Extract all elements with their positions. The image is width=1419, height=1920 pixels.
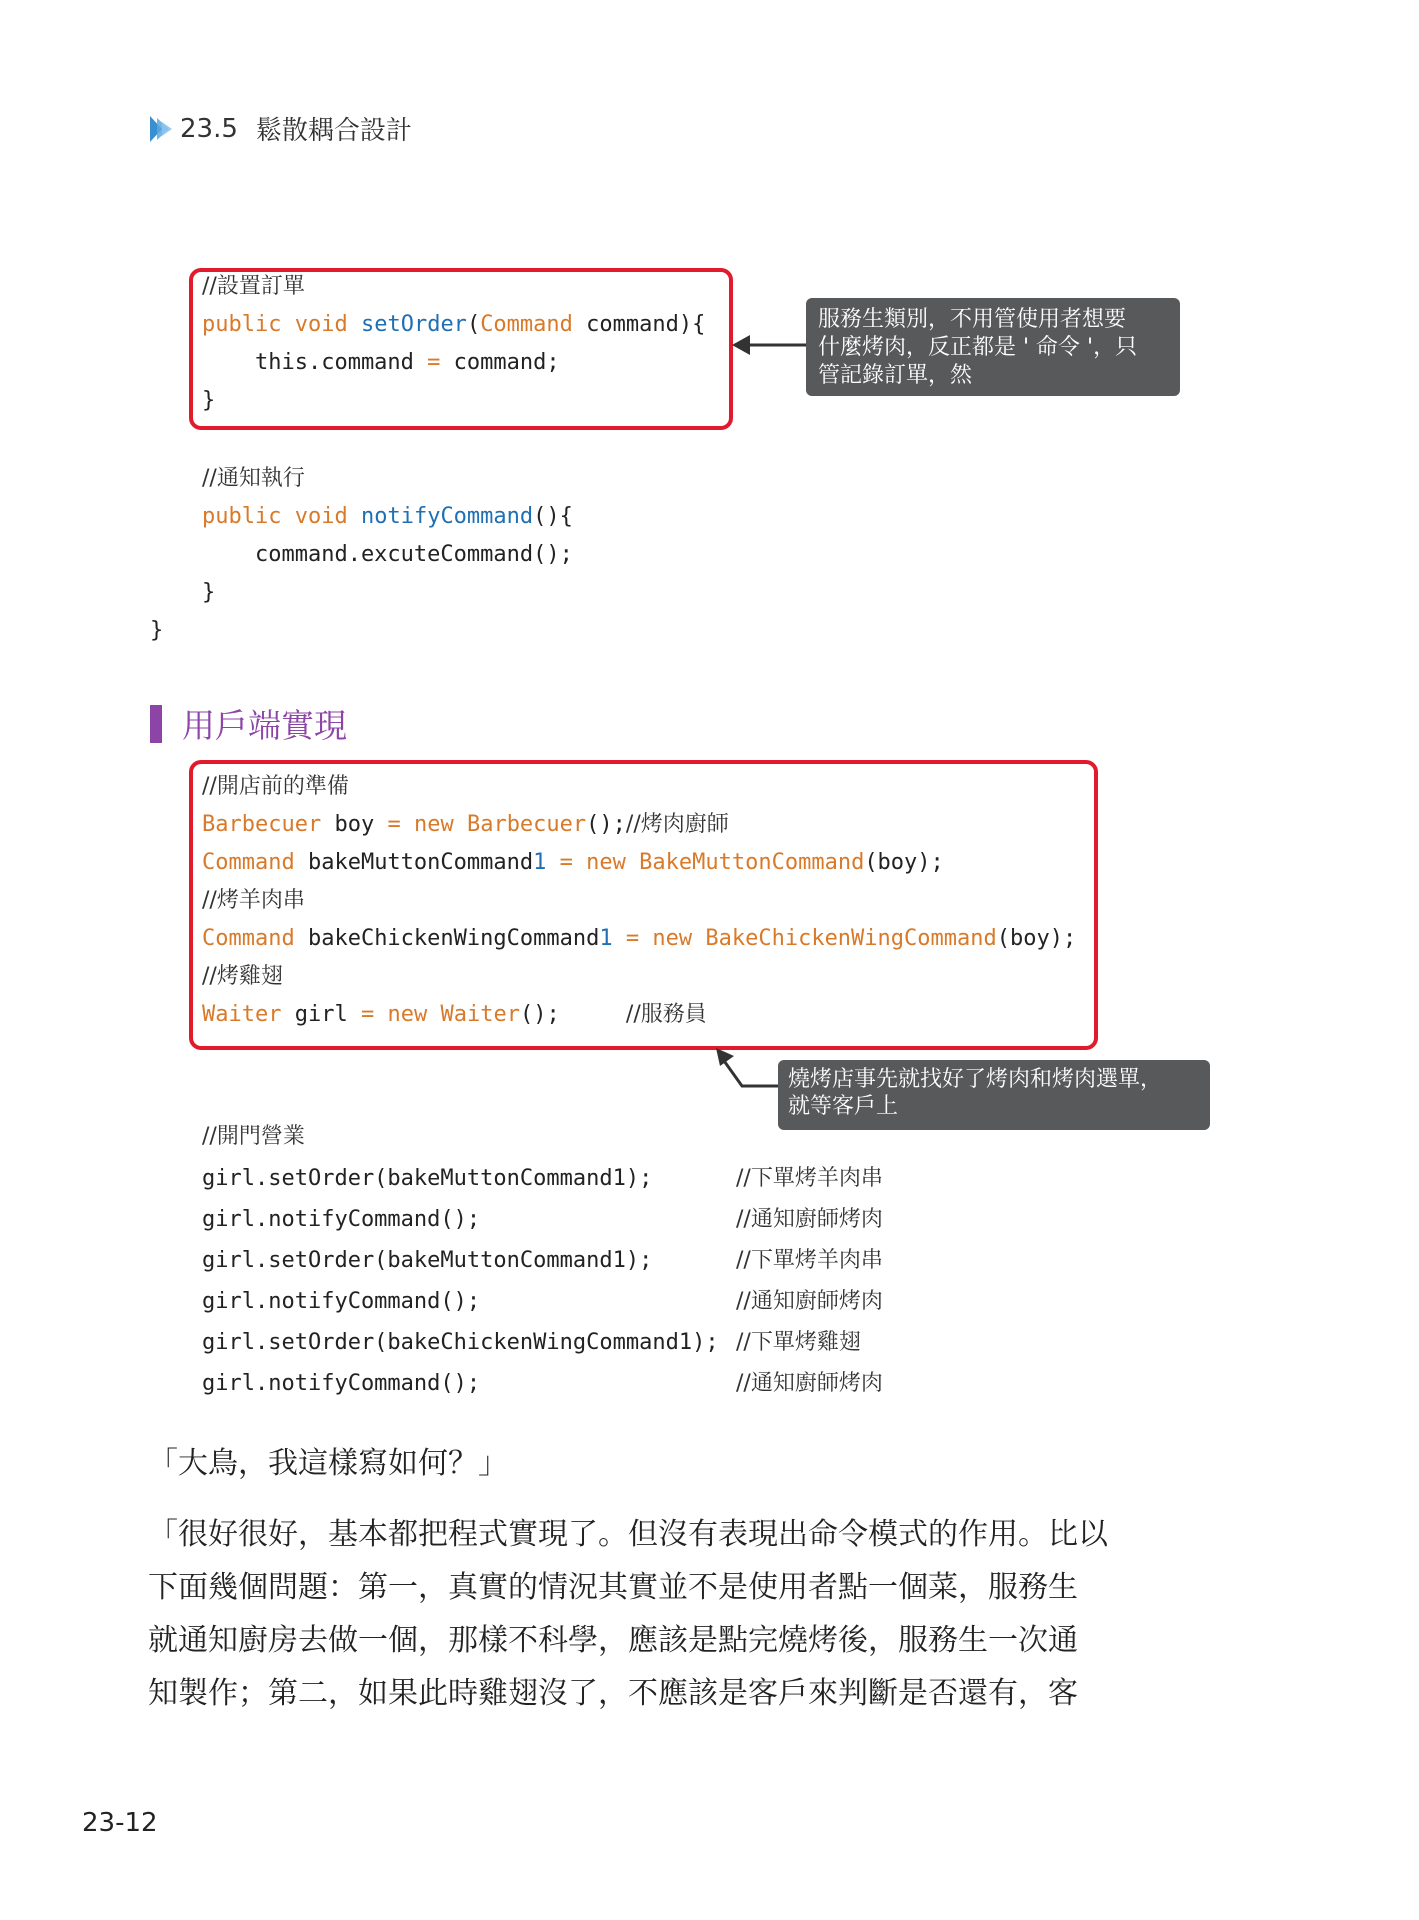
code-line-barbecuer: Barbecuer boy = new Barbecuer();//烤肉廚師 [202, 812, 729, 837]
annotation-note-menu [778, 1060, 1210, 1130]
note-line: 管記錄訂單，然 [818, 363, 973, 388]
chevron-stack-icon [148, 114, 174, 144]
paragraph-line: 就通知廚房去做一個，那樣不科學，應該是點完燒烤後，服務生一次通 [148, 1623, 1078, 1658]
section-marker [150, 705, 162, 743]
section-title [150, 700, 347, 747]
code-call-comment: //通知廚師烤肉 [736, 1289, 883, 1314]
code-line-waiter: Waiter girl = new Waiter(); //服務員 [202, 1002, 707, 1027]
section-number: 23.5 [180, 113, 238, 144]
code-call-comment: //下單烤羊肉串 [736, 1248, 883, 1273]
code-comment-chicken: //烤雞翅 [202, 964, 283, 989]
code-line-close-brace-2: } [202, 580, 216, 605]
arrow-left-icon [732, 328, 812, 362]
code-call: girl.setOrder(bakeChickenWingCommand1); [202, 1330, 719, 1355]
code-call-comment: //下單烤羊肉串 [736, 1166, 883, 1191]
code-line-execute: command.excuteCommand(); [202, 542, 573, 567]
paragraph-line: 下面幾個問題：第一，真實的情況其實並不是使用者點一個菜，服務生 [148, 1570, 1078, 1605]
highlight-box-client-setup [189, 760, 1098, 1050]
page-number: 23-12 [82, 1808, 158, 1838]
dialogue-paragraph-2 [148, 1508, 1220, 1720]
code-comment-set-order: //設置訂單 [202, 274, 305, 299]
code-call-comment: //下單烤雞翅 [736, 1330, 861, 1355]
code-call: girl.setOrder(bakeMuttonCommand1); [202, 1248, 653, 1273]
running-header [148, 110, 412, 147]
highlight-box-set-order [189, 268, 733, 430]
section-title-text: 用戶端實現 [182, 706, 347, 745]
paragraph-line: 「很好很好，基本都把程式實現了。但沒有表現出命令模式的作用。比以 [148, 1517, 1108, 1552]
code-comment-mutton: //烤羊肉串 [202, 888, 305, 913]
code-line-class-close: } [150, 618, 164, 643]
code-call: girl.notifyCommand(); [202, 1207, 481, 1232]
note-line: 就等客戶上 [788, 1094, 899, 1119]
dialogue-paragraph-1: 「大鳥，我這樣寫如何？」 [148, 1446, 508, 1481]
code-comment-open: //開門營業 [202, 1124, 305, 1149]
note-line: 燒烤店事先就找好了烤肉和烤肉選單， [788, 1067, 1163, 1092]
code-line-assign: this.command = command; [202, 350, 560, 375]
note-line: 什麼烤肉，反正都是 ' 命令 '，只 [818, 335, 1138, 360]
arrow-up-left-icon [712, 1046, 788, 1092]
code-call-comment: //通知廚師烤肉 [736, 1371, 883, 1396]
code-line-mutton: Command bakeMuttonCommand1 = new BakeMuttonCommand(boy); [202, 850, 944, 875]
code-comment-prepare: //開店前的準備 [202, 774, 349, 799]
code-call: girl.notifyCommand(); [202, 1289, 481, 1314]
section-heading: 鬆散耦合設計 [255, 116, 412, 146]
code-line-chicken: Command bakeChickenWingCommand1 = new BakeChickenWingCommand(boy); [202, 926, 1077, 951]
code-call: girl.setOrder(bakeMuttonCommand1); [202, 1166, 653, 1191]
code-line-set-order: public void setOrder(Command command){ [202, 312, 706, 337]
code-comment-notify: //通知執行 [202, 466, 305, 491]
code-line-close-brace: } [202, 388, 216, 413]
note-line: 服務生類別，不用管使用者想要 [818, 307, 1127, 332]
code-call: girl.notifyCommand(); [202, 1371, 481, 1396]
annotation-note-waiter [806, 298, 1180, 396]
code-call-comment: //通知廚師烤肉 [736, 1207, 883, 1232]
paragraph-line: 知製作；第二，如果此時雞翅沒了，不應該是客戶來判斷是否還有，客 [148, 1676, 1078, 1711]
code-line-notify: public void notifyCommand(){ [202, 504, 573, 529]
